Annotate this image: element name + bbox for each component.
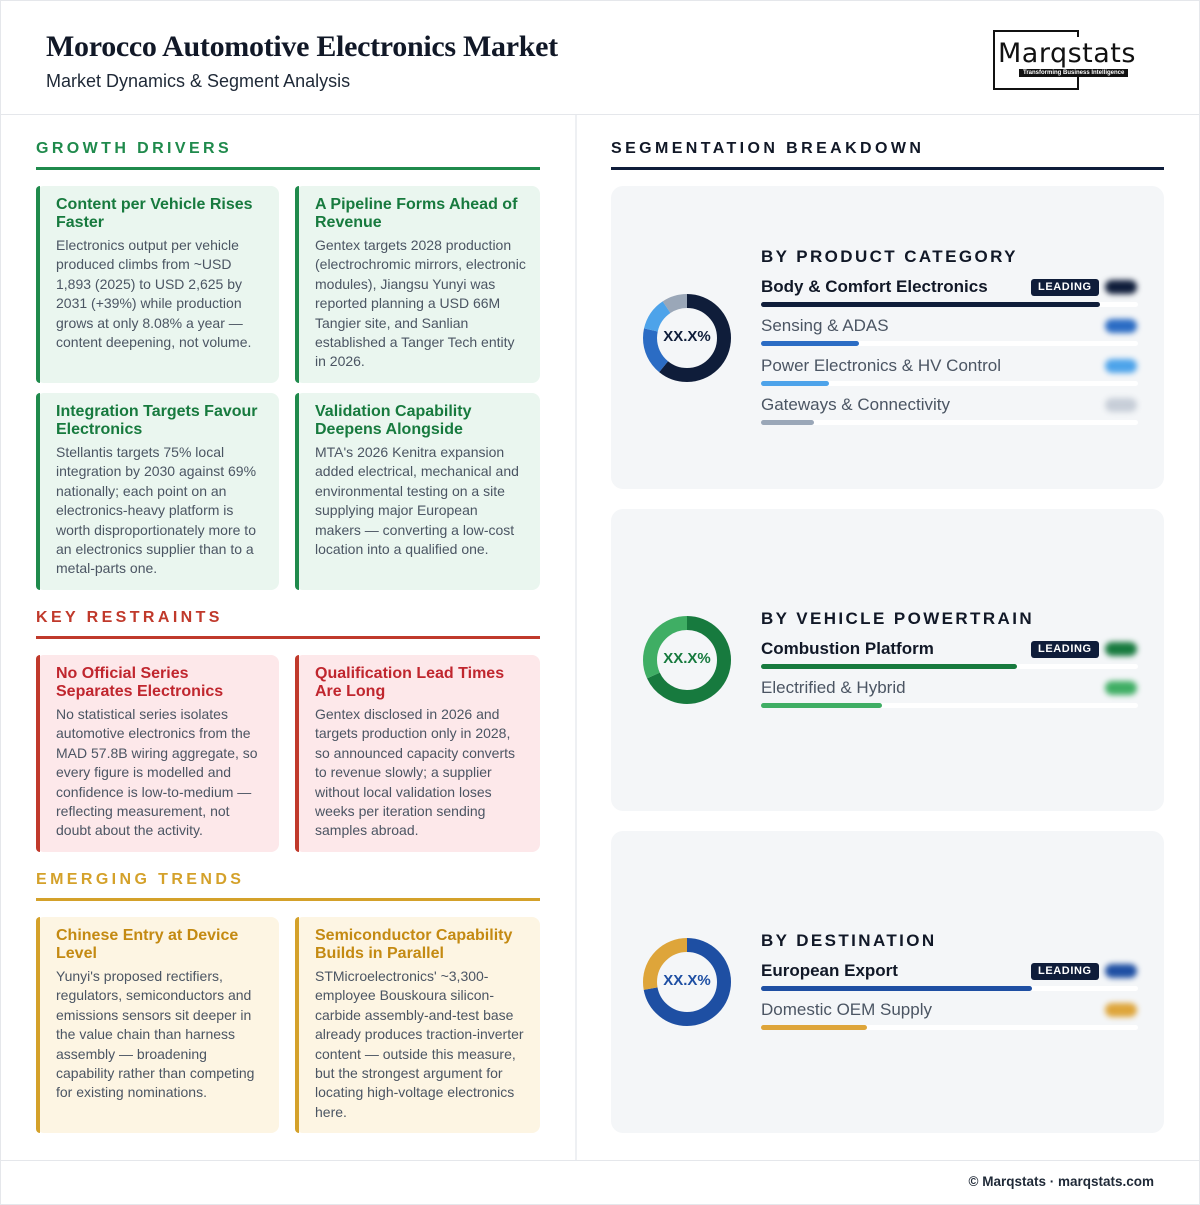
card-title: Integration Targets Favour Electronics — [56, 403, 258, 438]
segment-row-label: European Export — [761, 961, 898, 980]
segment-row-label: Power Electronics & HV Control — [761, 356, 1001, 375]
marqstats-logo — [993, 30, 1157, 90]
hidden-value-blur — [1105, 280, 1137, 294]
card-title: No Official Series Separates Electronics — [56, 665, 224, 700]
destination-panel — [611, 831, 1164, 1133]
segment-row-label: Domestic OEM Supply — [761, 1000, 932, 1019]
segment-bar-track — [761, 703, 1138, 708]
hidden-value-blur — [1105, 1003, 1137, 1017]
logo-wordmark: Marqstats — [998, 38, 1136, 69]
card-title: Validation Capability Deepens Alongside — [315, 403, 472, 438]
segment-bar-fill — [761, 703, 882, 708]
hidden-value-blur — [1105, 681, 1137, 695]
page-subtitle: Market Dynamics & Segment Analysis — [46, 71, 351, 91]
segment-row-label: Body & Comfort Electronics — [761, 277, 988, 296]
hidden-value-blur — [1105, 964, 1137, 978]
emerging-trends-heading: EMERGING TRENDS — [36, 871, 245, 888]
product-category-panel — [611, 186, 1164, 489]
driver-card — [36, 393, 279, 590]
driver-card — [36, 186, 279, 383]
segment-bar-track — [761, 381, 1138, 386]
segment-bar-fill — [761, 302, 1100, 307]
restraint-card — [36, 655, 279, 852]
leading-badge: LEADING — [1031, 641, 1099, 658]
card-body: Yunyi's proposed rectifiers, regulators, semiconductors and emissions sensors sit deeper in the value chain than harness assembly — broadening capability rather than competing for existing nominations. — [56, 968, 255, 1101]
column-divider — [575, 115, 577, 1160]
card-title: Chinese Entry at Device Level — [56, 927, 239, 962]
footer-credit: © Marqstats · marqstats.com — [968, 1174, 1154, 1189]
trend-card — [295, 917, 540, 1133]
card-body: Electronics output per vehicle produced climbs from ~USD 1,893 (2025) to USD 2,625 by 2031 (+39%) while production grows at only 8.08% a year — content deepening, not volume. — [56, 237, 252, 351]
segment-bar-fill — [761, 1025, 867, 1030]
segment-bar-fill — [761, 420, 814, 425]
card-body: No statistical series isolates automotive electronics from the MAD 57.8B wiring aggregate, so every figure is modelled and confidence is low-to-medium — reflecting measurement, not doubt about the activity. — [56, 706, 258, 839]
segment-bar-fill — [761, 664, 1017, 669]
donut-center-label: XX.X% — [663, 972, 711, 989]
restraint-card — [295, 655, 540, 852]
leading-badge: LEADING — [1031, 963, 1099, 980]
hidden-value-blur — [1105, 359, 1137, 373]
vehicle-powertrain-panel — [611, 509, 1164, 811]
donut-center-label: XX.X% — [663, 328, 711, 345]
card-body: STMicroelectronics' ~3,300-employee Bouskoura silicon-carbide assembly-and-test base already produces traction-inverter content — outside this measure, but the strongest argument for locating high-voltage electronics here. — [315, 968, 524, 1120]
key-restraints-heading: KEY RESTRAINTS — [36, 609, 223, 626]
segment-bar-track — [761, 1025, 1138, 1030]
segment-row-label: Gateways & Connectivity — [761, 395, 950, 414]
card-body: MTA's 2026 Kenitra expansion added electrical, mechanical and environmental testing on a site supplying major European makers — converting a low-cost location into a qualified one. — [315, 444, 519, 558]
segment-title: BY PRODUCT CATEGORY — [761, 247, 1018, 266]
segment-bar-track — [761, 986, 1138, 991]
growth-drivers-heading: GROWTH DRIVERS — [36, 140, 233, 157]
card-body: Gentex disclosed in 2026 and targets production only in 2028, so announced capacity converts to revenue slowly; a supplier without local validation loses weeks per iteration sending samples abroad. — [315, 706, 516, 839]
hidden-value-blur — [1105, 319, 1137, 333]
driver-card — [295, 393, 540, 590]
card-body: Stellantis targets 75% local integration by 2030 against 69% nationally; each point on an electronics-heavy platform is worth disproportionately more to an electronics supplier than to a metal-parts one. — [56, 444, 257, 577]
segment-bar-track — [761, 302, 1138, 307]
driver-card — [295, 186, 540, 383]
card-title: Semiconductor Capability Builds in Parallel — [315, 927, 513, 962]
trend-card — [36, 917, 279, 1133]
segment-bar-track — [761, 664, 1138, 669]
segment-row-label: Electrified & Hybrid — [761, 678, 906, 697]
key-restraints-rule — [36, 636, 540, 639]
donut-center-label: XX.X% — [663, 650, 711, 667]
segment-bar-fill — [761, 381, 829, 386]
hidden-value-blur — [1105, 398, 1137, 412]
segment-bar-track — [761, 420, 1138, 425]
card-body: Gentex targets 2028 production (electrochromic mirrors, electronic modules), Jiangsu Yunyi was reported planning a USD 66M Tangier site, and Sanlian established a Tanger Tech entity in 2026. — [315, 237, 526, 370]
segment-row-label: Sensing & ADAS — [761, 316, 889, 335]
card-title: Content per Vehicle Rises Faster — [56, 196, 253, 231]
segmentation-heading: SEGMENTATION BREAKDOWN — [611, 140, 925, 157]
segment-bar-track — [761, 341, 1138, 346]
logo-tagline: Transforming Business Intelligence — [1019, 69, 1128, 77]
growth-drivers-rule — [36, 167, 540, 170]
hidden-value-blur — [1105, 642, 1137, 656]
card-title: Qualification Lead Times Are Long — [315, 665, 505, 700]
segment-bar-fill — [761, 341, 859, 346]
emerging-trends-rule — [36, 898, 540, 901]
leading-badge: LEADING — [1031, 279, 1099, 296]
footer-divider — [0, 1160, 1200, 1161]
page-header — [0, 0, 1200, 115]
card-title: A Pipeline Forms Ahead of Revenue — [315, 196, 518, 231]
segment-title: BY VEHICLE POWERTRAIN — [761, 609, 1034, 628]
segment-bar-fill — [761, 986, 1032, 991]
segmentation-rule — [611, 167, 1164, 170]
segment-title: BY DESTINATION — [761, 931, 937, 950]
page-title: Morocco Automotive Electronics Market — [46, 30, 558, 63]
segment-row-label: Combustion Platform — [761, 639, 934, 658]
